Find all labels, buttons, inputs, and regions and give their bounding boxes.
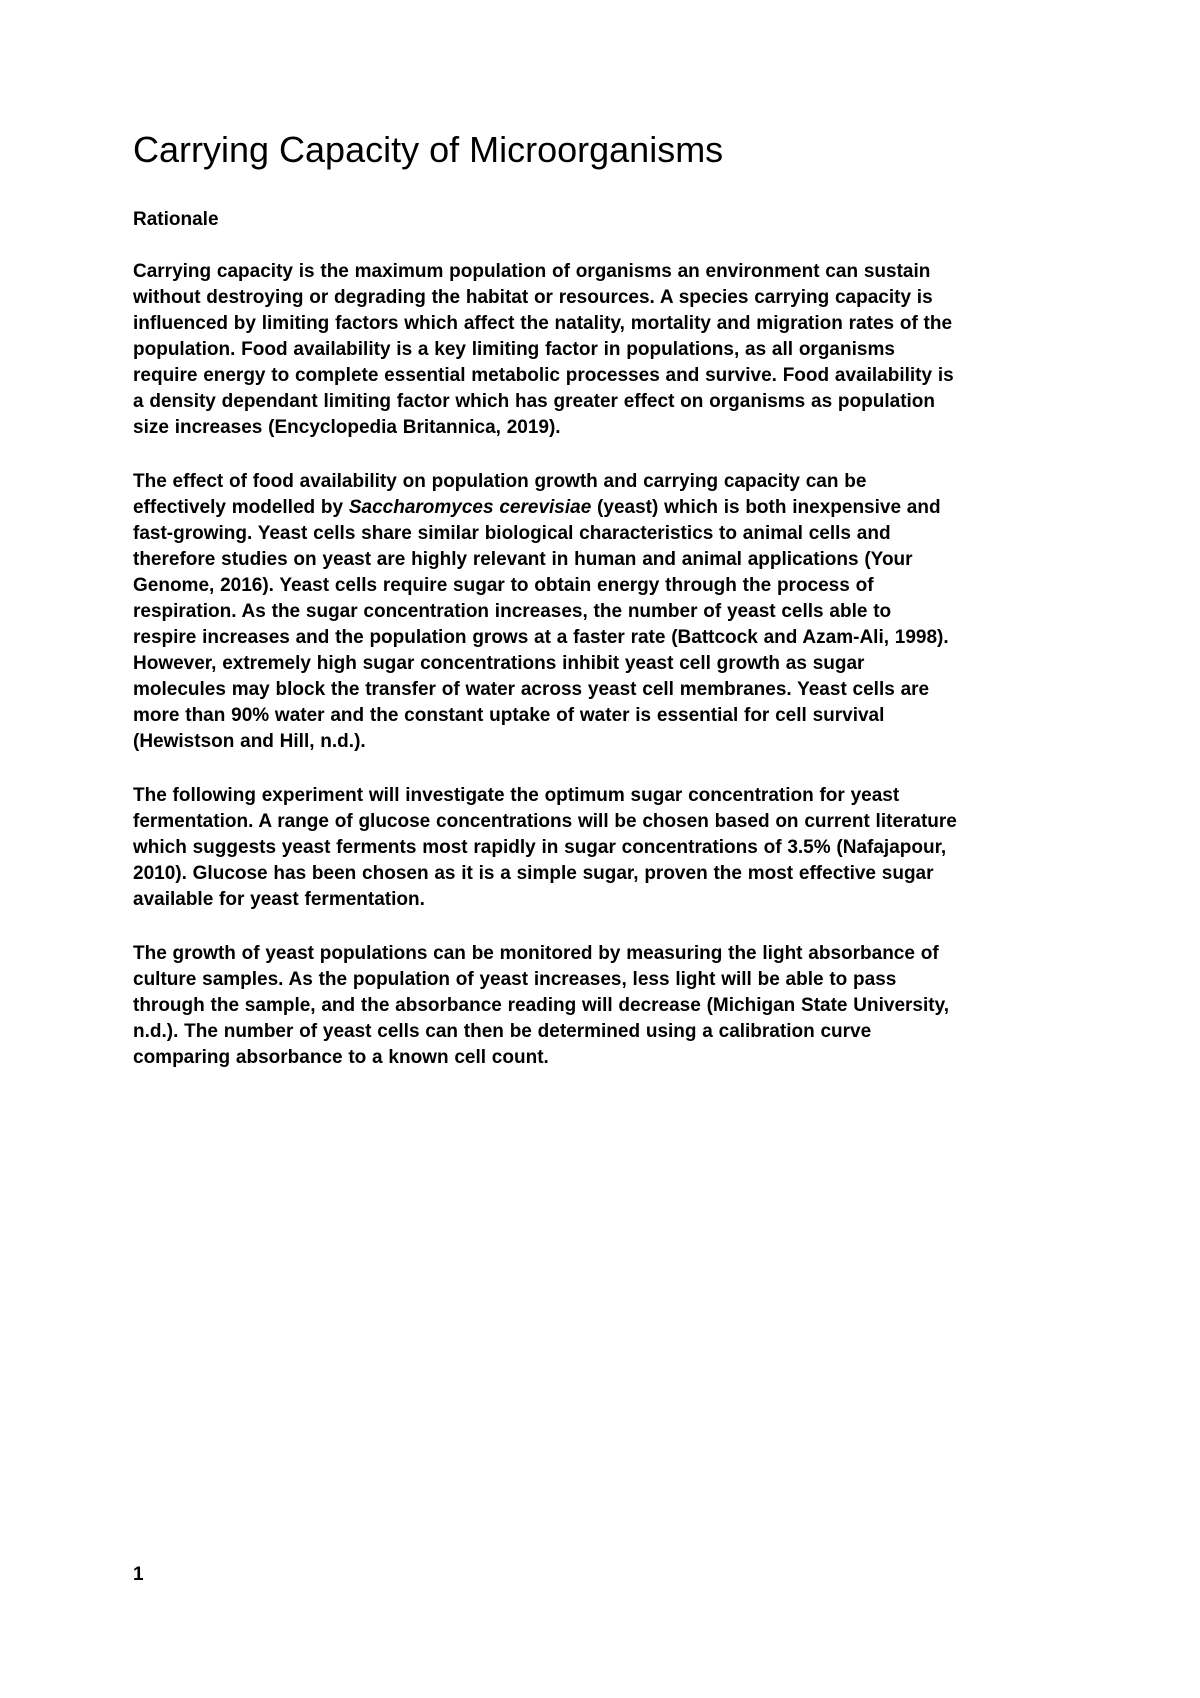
page-number: 1 — [133, 1564, 144, 1585]
text-segment: Carrying capacity is the maximum population of organisms an environment can sustain without destroying or degrading the habitat or resources. A species carrying capacity is influenced by limiting factors which affect the natality, mortality and migration rates of the population. Food availability is a key limiting factor in populations, as all organisms require energy to complete essential metabolic processes and survive. Food availability is a density dependant limiting factor which has greater effect on organisms as population size increases (Encyclopedia Britannica, 2019). — [133, 261, 954, 439]
text-segment: The effect of food availability on population growth and carrying capacity can be effectively modelled by — [133, 471, 867, 519]
text-segment: The growth of yeast populations can be monitored by measuring the light absorbance of culture samples. As the population of yeast increases, less light will be able to pass through the sample, and the absorbance reading will decrease (Michigan State University, n.d.). The number of yeast cells can then be determined using a calibration curve comparing absorbance to a known cell count. — [133, 943, 950, 1069]
paragraph — [133, 941, 960, 1071]
section-heading-rationale: Rationale — [133, 209, 219, 231]
paragraph — [133, 783, 960, 913]
italic-text-segment: Saccharomyces cerevisiae — [348, 497, 592, 519]
document-body — [133, 259, 960, 1071]
text-segment: The following experiment will investigate the optimum sugar concentration for yeast fermentation. A range of glucose concentrations will be chosen based on current literature which suggests yeast ferments most rapidly in sugar concentrations of 3.5% (Nafajapour, 2010). Glucose has been chosen as it is a simple sugar, proven the most effective sugar available for yeast fermentation. — [133, 785, 957, 911]
paragraph — [133, 259, 960, 441]
document-title: Carrying Capacity of Microorganisms — [133, 129, 724, 170]
text-segment: (yeast) which is both inexpensive and fast-growing. Yeast cells share similar biological characteristics to animal cells and therefore studies on yeast are highly relevant in human and animal applications (Your Genome, 2016). Yeast cells require sugar to obtain energy through the process of respiration. As the sugar concentration increases, the number of yeast cells able to respire increases and the population grows at a faster rate (Battcock and Azam-Ali, 1998). However, extremely high sugar concentrations inhibit yeast cell growth as sugar molecules may block the transfer of water across yeast cell membranes. Yeast cells are more than 90% water and the constant uptake of water is essential for cell survival (Hewistson and Hill, n.d.). — [133, 497, 949, 753]
paragraph — [133, 469, 960, 755]
